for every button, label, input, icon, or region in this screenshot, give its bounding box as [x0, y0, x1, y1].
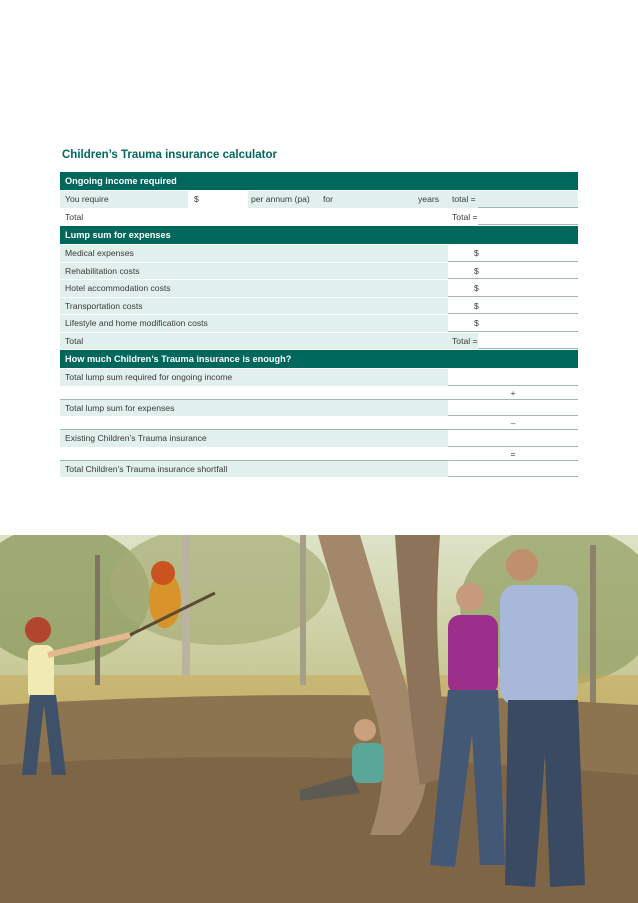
total-label: Total: [65, 335, 84, 346]
calculator-table: [60, 172, 578, 478]
equals-operator: =: [510, 448, 516, 459]
years-label: years: [418, 194, 440, 204]
dollar-sign: $: [474, 300, 479, 311]
expense-label: Hotel accommodation costs: [65, 283, 171, 293]
family-outdoor-photo: [0, 535, 638, 903]
expense-label: Transportation costs: [65, 300, 143, 311]
medical-expenses-field[interactable]: [448, 245, 578, 262]
expense-label: Medical expenses: [65, 248, 134, 258]
existing-insurance-field[interactable]: [448, 430, 578, 447]
shortfall-field[interactable]: [448, 461, 578, 478]
ongoing-total-row: [60, 209, 578, 227]
section-header-lump-sum: Lump sum for expenses: [60, 226, 578, 245]
you-require-label: You require: [65, 194, 109, 204]
dollar-sign: $: [474, 265, 479, 276]
calculator-title: Children’s Trauma insurance calculator: [62, 149, 277, 161]
lump-total-row: [60, 333, 578, 351]
expense-row: [60, 263, 578, 281]
summary-row: [60, 461, 578, 479]
expense-label: Lifestyle and home modification costs: [65, 318, 208, 328]
summary-row: [60, 430, 578, 448]
plus-operator: +: [510, 387, 516, 398]
summary-label: Total lump sum required for ongoing income: [65, 372, 233, 382]
expense-row: [60, 280, 578, 298]
transportation-costs-field[interactable]: [448, 298, 578, 315]
annual-amount-field[interactable]: [200, 191, 250, 208]
ongoing-total-field[interactable]: [478, 209, 578, 226]
section-header-how-much: How much Children’s Trauma insurance is enough?: [60, 350, 578, 369]
summary-label: Total Children’s Trauma insurance shortfall: [65, 463, 228, 474]
you-require-row: [60, 191, 578, 209]
for-label: for: [323, 194, 334, 204]
total-equals-label: total =: [452, 194, 476, 204]
lump-total-field[interactable]: [478, 333, 578, 350]
lifestyle-modification-field[interactable]: [448, 315, 578, 332]
summary-label: Total lump sum for expenses: [65, 402, 175, 413]
dollar-sign: $: [474, 318, 479, 328]
total-equals-label: Total =: [452, 211, 478, 222]
rehabilitation-costs-field[interactable]: [448, 263, 578, 280]
dollar-sign: $: [474, 248, 479, 258]
years-count-field[interactable]: [340, 191, 415, 208]
expense-row: [60, 315, 578, 333]
expenses-lump-sum-field[interactable]: [448, 400, 578, 417]
operator-row: [60, 387, 578, 400]
total-equals-label: Total =: [452, 335, 478, 346]
ongoing-lump-sum-field[interactable]: [448, 369, 578, 386]
summary-row: [60, 400, 578, 418]
expense-row: [60, 245, 578, 263]
summary-row: [60, 369, 578, 387]
ongoing-subtotal-field[interactable]: [478, 191, 578, 208]
operator-row: [60, 417, 578, 430]
operator-row: [60, 448, 578, 461]
summary-label: Existing Children’s Trauma insurance: [65, 433, 207, 443]
section-header-ongoing-income: Ongoing income required: [60, 172, 578, 191]
hotel-accommodation-field[interactable]: [448, 280, 578, 297]
expense-label: Rehabilitation costs: [65, 265, 140, 276]
dollar-sign: $: [194, 194, 199, 204]
minus-operator: –: [510, 418, 516, 428]
expense-row: [60, 298, 578, 316]
per-annum-label: per annum (pa): [251, 194, 310, 204]
dollar-sign: $: [474, 283, 479, 293]
total-label: Total: [65, 211, 84, 222]
photo-illustration: [0, 535, 638, 903]
